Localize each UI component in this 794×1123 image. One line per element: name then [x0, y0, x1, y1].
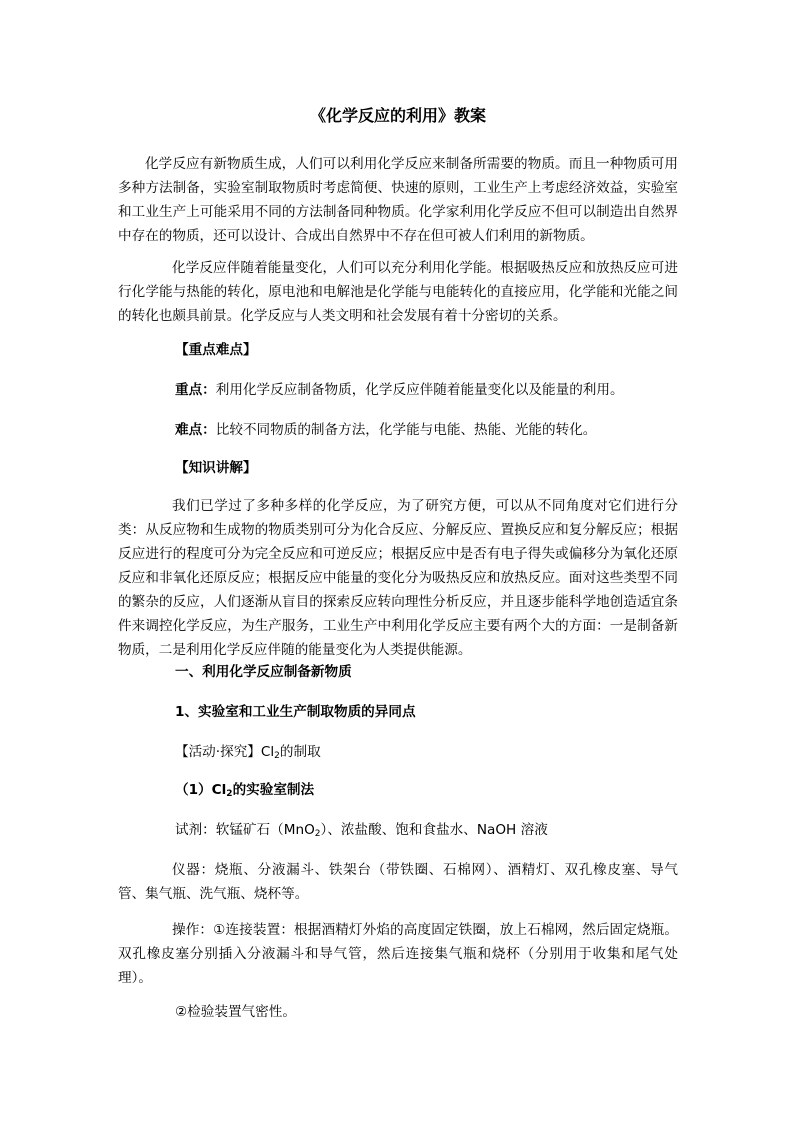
activity-prefix: 【活动·探究】Cl: [175, 744, 275, 760]
key-point-line: [175, 378, 624, 402]
activity-subscript: 2: [274, 751, 280, 761]
operation-paragraph: 操作：①连接装置：根据酒精灯外焰的高度固定铁圈，放上石棉网，然后固定烧瓶。双孔橡皮塞分别插入分液漏斗和导气管，然后连接集气瓶和烧杯（分别用于收集和尾气处理）。: [118, 922, 678, 986]
section-knowledge-heading: 【知识讲解】: [175, 460, 257, 476]
key-point-label: 重点：: [175, 382, 216, 398]
activity-heading: [175, 740, 321, 764]
instruments-paragraph: 仪器：烧瓶、分液漏斗、铁架台（带铁圈、石棉网）、酒精灯、双孔橡皮塞、导气管、集气瓶、洗气瓶、烧杯等。: [118, 862, 678, 902]
key-point-text: 利用化学反应制备物质，化学反应伴随着能量变化以及能量的利用。: [215, 382, 624, 398]
reagents-line: [175, 818, 548, 842]
reagents-suffix: ）、浓盐酸、饱和食盐水、NaOH 溶液: [320, 822, 548, 838]
difficulty-line: [175, 418, 596, 442]
method-subscript: 2: [226, 789, 233, 799]
intro-paragraph-2: 化学反应伴随着能量变化，人们可以充分利用化学能。根据吸热反应和放热反应可进行化学能与热能的转化，原电池和电解池是化学能与电能转化的直接应用，化学能和光能之间的转化也颇具前景。化学反应与人类文明和社会发展有着十分密切的关系。: [118, 260, 678, 324]
activity-suffix: 的制取: [279, 744, 321, 760]
method-suffix: 的实验室制法: [232, 782, 315, 798]
method-prefix: （1）Cl: [175, 782, 227, 798]
difficulty-label: 难点：: [175, 422, 216, 438]
knowledge-paragraph: 我们已学过了多种多样的化学反应，为了研究方便，可以从不同角度对它们进行分类：从反应物和生成物的物质类别可分为化合反应、分解反应、置换反应和复分解反应；根据反应进行的程度可分为完全反应和可逆反应；根据反应中是否有电子得失或偏移分为氧化还原反应和非氧化还原反应；根据反应中能量的变化分为吸热反应和放热反应。面对这些类型不同的繁杂的反应，人们逐渐从盲目的探索反应转向理性分析反应，并且逐步能科学地创造适宜条件来调控化学反应，为生产服务，工业生产中利用化学反应主要有两个大的方面：一是制备新物质，二是利用化学反应伴随的能量变化为人类提供能源。: [118, 498, 678, 658]
method-heading: [175, 778, 314, 802]
operation-step-2: ②检验装置气密性。: [175, 1004, 296, 1020]
section-key-points-heading: 【重点难点】: [175, 342, 257, 358]
reagents-subscript: 2: [314, 829, 321, 839]
document-title: 《化学反应的利用》教案: [309, 106, 486, 125]
intro-paragraph-1: 化学反应有新物质生成，人们可以利用化学反应来制备所需要的物质。而且一种物质可用多种方法制备，实验室制取物质时考虑简便、快速的原则，工业生产上考虑经济效益，实验室和工业生产上可能采用不同的方法制备同种物质。化学家利用化学反应不但可以制造出自然界中存在的物质，还可以设计、合成出自然界中不存在但可被人们利用的新物质。: [118, 156, 678, 244]
heading-1-1: 1、实验室和工业生产制取物质的异同点: [175, 704, 416, 720]
heading-1: 一、利用化学反应制备新物质: [175, 664, 352, 680]
reagents-prefix: 试剂：软锰矿石（MnO: [175, 822, 315, 838]
difficulty-text: 比较不同物质的制备方法，化学能与电能、热能、光能的转化。: [215, 422, 597, 438]
